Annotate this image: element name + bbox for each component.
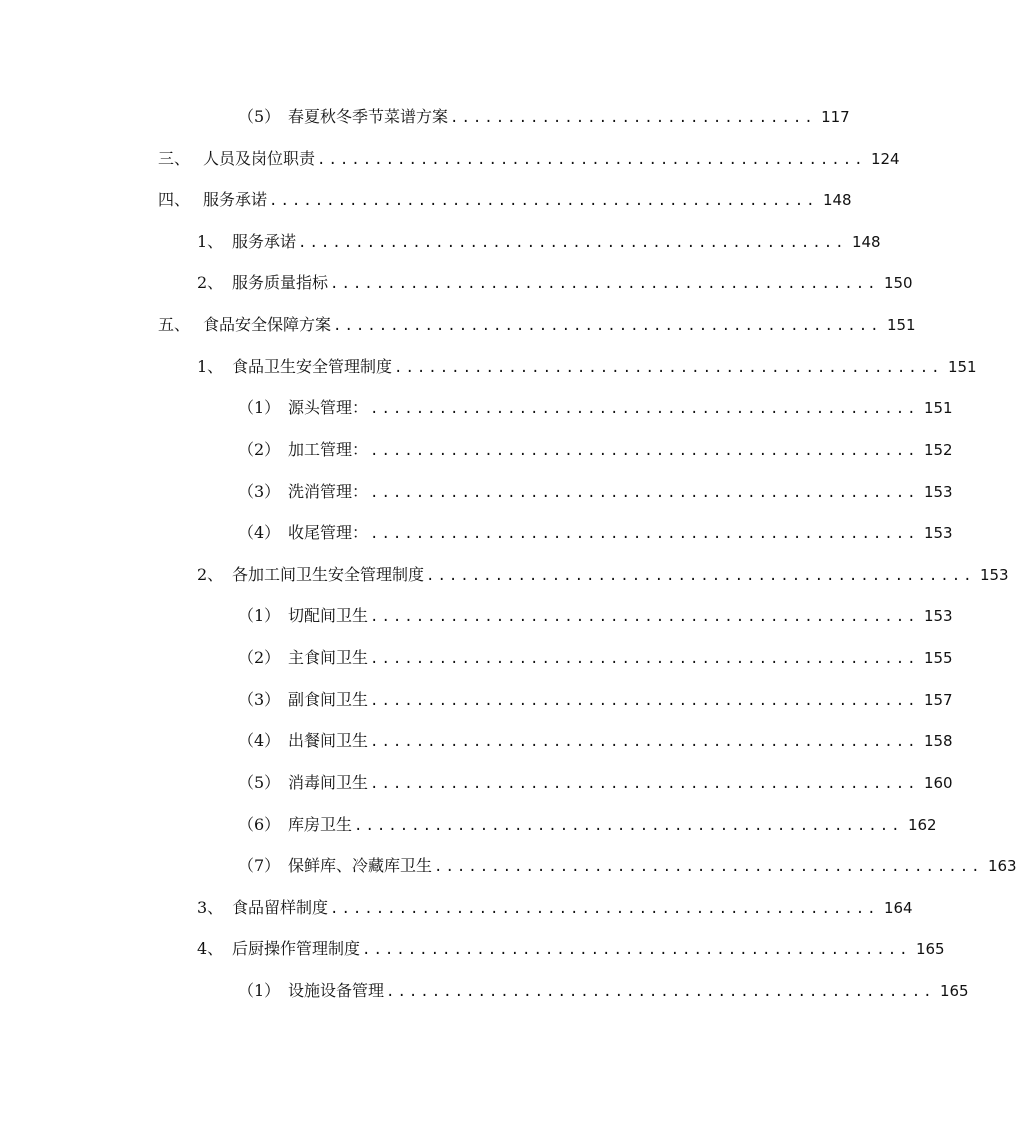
toc-dot-leader: ................................................ — [426, 568, 975, 584]
toc-entry-body — [288, 768, 953, 799]
toc-entry[interactable] — [0, 518, 953, 548]
toc-entry[interactable] — [0, 768, 953, 798]
toc-entry-body — [288, 726, 953, 757]
toc-entry-number: 三、 — [158, 149, 191, 168]
toc-page-number: 124 — [870, 150, 900, 168]
toc-entry-number: 四、 — [158, 190, 191, 209]
toc-page-number: 152 — [923, 441, 953, 459]
toc-entry-number: （1） — [238, 981, 281, 1000]
toc-entry-number: 2、 — [197, 565, 224, 584]
toc-page-number: 148 — [851, 233, 881, 251]
toc-entry-body — [203, 185, 852, 216]
toc-dot-leader: ................................................ — [269, 193, 818, 209]
toc-entry-body — [288, 435, 953, 466]
toc-entry-number: （5） — [238, 773, 281, 792]
toc-entry-title: 食品留样制度 — [232, 898, 329, 917]
toc-entry-number: （4） — [238, 731, 281, 750]
toc-entry[interactable] — [0, 310, 916, 340]
toc-entry-body — [203, 144, 900, 175]
toc-entry-body — [232, 227, 881, 258]
toc-entry[interactable] — [0, 601, 953, 631]
toc-entry-number: （3） — [238, 690, 281, 709]
toc-page-number: 148 — [822, 191, 852, 209]
toc-entry[interactable] — [0, 893, 913, 923]
toc-entry-title: 出餐间卫生 — [288, 731, 369, 750]
toc-dot-leader: ................................................ — [370, 609, 919, 625]
toc-entry-number: （3） — [238, 482, 281, 501]
toc-dot-leader: ................................................ — [434, 859, 983, 875]
toc-dot-leader: ................................................ — [333, 318, 882, 334]
toc-entry-number: （2） — [238, 648, 281, 667]
toc-entry-title: 收尾管理： — [288, 523, 369, 542]
toc-page-number: 153 — [923, 524, 953, 542]
toc-dot-leader: ................................................ — [362, 942, 911, 958]
toc-entry-number: 1、 — [197, 357, 224, 376]
toc-dot-leader: ................................................ — [370, 693, 919, 709]
toc-dot-leader: ................................................ — [330, 901, 879, 917]
toc-page-number: 151 — [947, 358, 977, 376]
toc-entry-number: 3、 — [197, 898, 224, 917]
toc-dot-leader: ................................................ — [330, 276, 879, 292]
toc-dot-leader: ................................................ — [394, 360, 943, 376]
toc-entry-body — [288, 685, 953, 716]
toc-entry-title: 洗消管理： — [288, 482, 369, 501]
toc-entry-number: （2） — [238, 440, 281, 459]
toc-dot-leader: ................................................ — [370, 526, 919, 542]
toc-dot-leader: ................................................ — [370, 443, 919, 459]
toc-entry-title: 后厨操作管理制度 — [232, 939, 361, 958]
toc-entry-number: （5） — [238, 107, 281, 126]
toc-entry[interactable] — [0, 851, 1017, 881]
toc-entry-title: 春夏秋冬季节菜谱方案 — [288, 107, 449, 126]
toc-entry-body — [232, 352, 977, 383]
toc-entry[interactable] — [0, 393, 953, 423]
toc-entry[interactable] — [0, 435, 953, 465]
toc-dot-leader: ................................................ — [370, 651, 919, 667]
toc-page-number: 153 — [923, 483, 953, 501]
toc-entry[interactable] — [0, 102, 850, 132]
toc-page-number: 151 — [923, 399, 953, 417]
toc-page-number: 155 — [923, 649, 953, 667]
toc-page-number: 150 — [883, 274, 913, 292]
toc-entry-body — [288, 851, 1017, 882]
toc-entry-number: 4、 — [197, 939, 224, 958]
toc-dot-leader: ................................................ — [386, 984, 935, 1000]
toc-entry-title: 消毒间卫生 — [288, 773, 369, 792]
toc-entry-number: （1） — [238, 606, 281, 625]
toc-entry-number: （7） — [238, 856, 281, 875]
toc-entry-title: 服务承诺 — [203, 190, 268, 209]
toc-entry-body — [288, 102, 850, 133]
toc-page-number: 164 — [883, 899, 913, 917]
toc-entry-body — [288, 643, 953, 674]
toc-page-number: 157 — [923, 691, 953, 709]
toc-entry[interactable] — [0, 560, 1009, 590]
toc-entry[interactable] — [0, 685, 953, 715]
toc-entry-title: 各加工间卫生安全管理制度 — [232, 565, 425, 584]
toc-page-number: 162 — [907, 816, 937, 834]
toc-entry-title: 食品卫生安全管理制度 — [232, 357, 393, 376]
toc-entry-title: 设施设备管理 — [288, 981, 385, 1000]
toc-entry[interactable] — [0, 643, 953, 673]
toc-entry-number: （4） — [238, 523, 281, 542]
toc-entry-title: 服务质量指标 — [232, 273, 329, 292]
toc-entry-body — [288, 477, 953, 508]
toc-page-number: 117 — [821, 108, 850, 126]
toc-entry[interactable] — [0, 227, 881, 257]
toc-entry[interactable] — [0, 352, 977, 382]
toc-page-number: 165 — [939, 982, 969, 1000]
toc-entry-body — [288, 393, 953, 424]
toc-entry-number: 1、 — [197, 232, 224, 251]
toc-entry-body — [203, 310, 916, 341]
toc-dot-leader: ................................................ — [354, 818, 903, 834]
toc-entry-number: （1） — [238, 398, 281, 417]
toc-page-number: 153 — [979, 566, 1009, 584]
toc-entry-title: 副食间卫生 — [288, 690, 369, 709]
toc-entry-title: 保鲜库、冷藏库卫生 — [288, 856, 433, 875]
toc-entry[interactable] — [0, 934, 945, 964]
toc-entry-title: 主食间卫生 — [288, 648, 369, 667]
toc-entry-number: 五、 — [158, 315, 191, 334]
toc-entry[interactable] — [0, 726, 953, 756]
toc-page-number: 165 — [915, 940, 945, 958]
toc-entry-body — [288, 601, 953, 632]
toc-dot-leader: ................................................ — [370, 734, 919, 750]
toc-page-number: 151 — [886, 316, 916, 334]
toc-dot-leader: ................................................ — [370, 485, 919, 501]
toc-dot-leader: ................................................ — [370, 776, 919, 792]
toc-entry-title: 库房卫生 — [288, 815, 353, 834]
toc-entry-title: 加工管理： — [288, 440, 369, 459]
toc-dot-leader: ................................................ — [370, 401, 919, 417]
toc-entry-body — [288, 810, 937, 841]
toc-entry[interactable] — [0, 185, 852, 215]
toc-entry-title: 切配间卫生 — [288, 606, 369, 625]
toc-entry-title: 服务承诺 — [232, 232, 297, 251]
toc-entry-number: 2、 — [197, 273, 224, 292]
toc-entry-title: 食品安全保障方案 — [203, 315, 332, 334]
toc-entry-title: 源头管理： — [288, 398, 369, 417]
toc-entry[interactable] — [0, 810, 937, 840]
toc-entry-body — [288, 976, 969, 1007]
toc-page-number: 163 — [987, 857, 1017, 875]
toc-entry[interactable] — [0, 268, 913, 298]
toc-entry-title: 人员及岗位职责 — [203, 149, 316, 168]
toc-entry-body — [288, 518, 953, 549]
toc-entry-number: （6） — [238, 815, 281, 834]
toc-entry-body — [232, 893, 913, 924]
toc-dot-leader: ................................................ — [317, 152, 866, 168]
toc-entry-body — [232, 560, 1009, 591]
toc-page-number: 158 — [923, 732, 953, 750]
toc-entry-body — [232, 268, 913, 299]
toc-entry[interactable] — [0, 144, 900, 174]
toc-page-number: 153 — [923, 607, 953, 625]
toc-entry[interactable] — [0, 477, 953, 507]
toc-entry[interactable] — [0, 976, 969, 1006]
toc-entry-body — [232, 934, 945, 965]
toc-dot-leader: ................................................ — [298, 235, 847, 251]
toc-page-number: 160 — [923, 774, 953, 792]
toc-dot-leader: ................................ — [450, 110, 816, 126]
